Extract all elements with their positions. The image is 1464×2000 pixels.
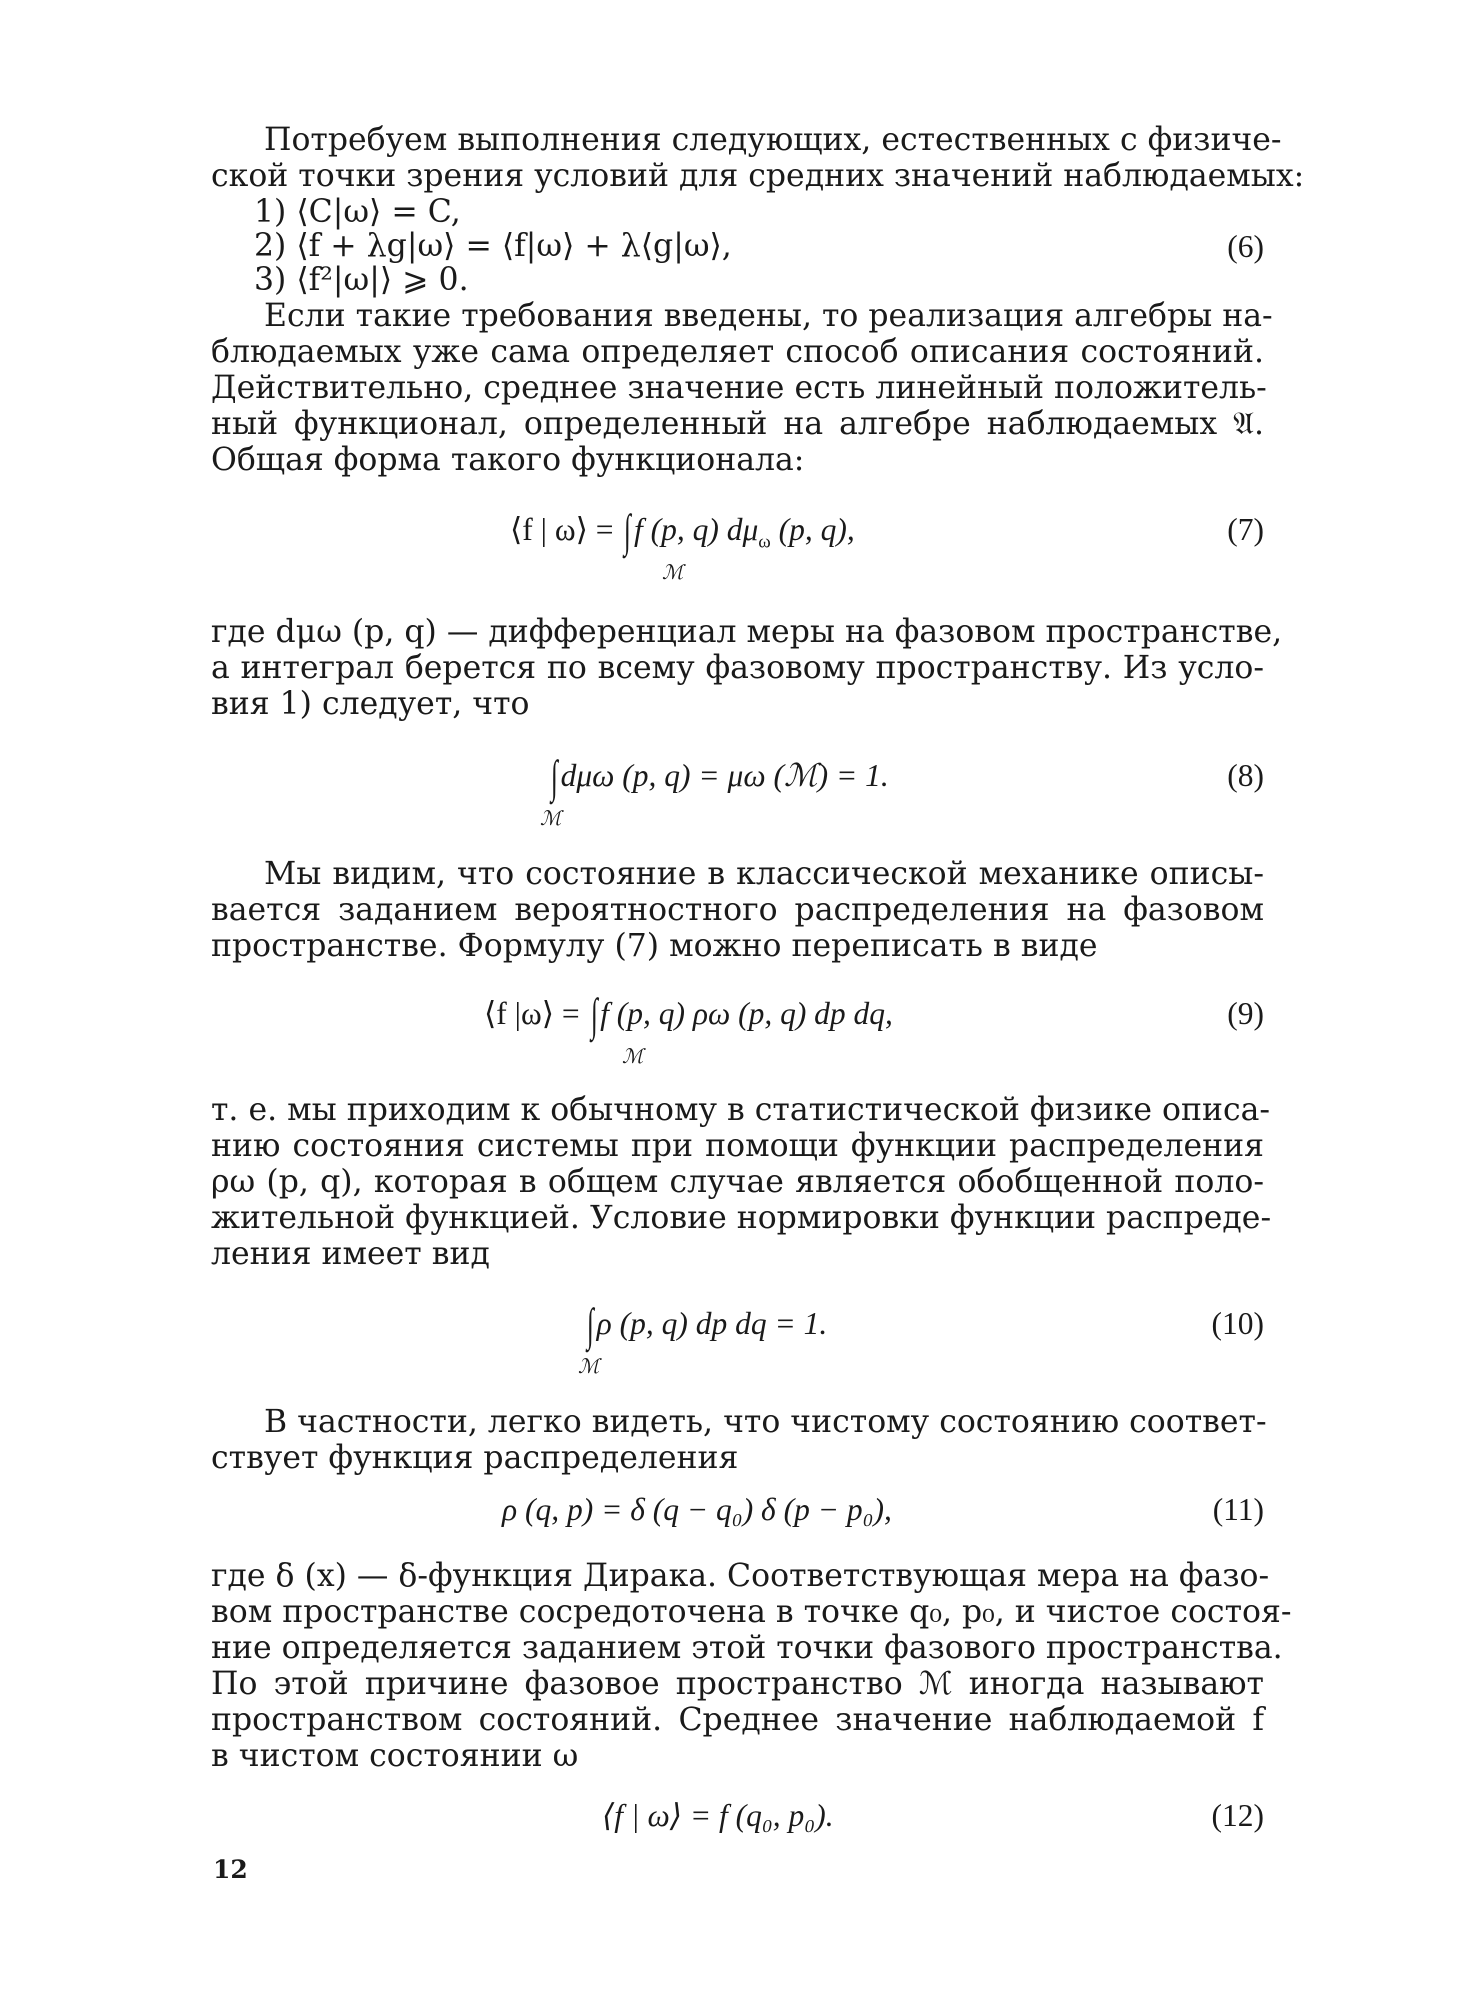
page-number: 12 (213, 1855, 248, 1884)
text-line: вом пространстве сосредоточена в точке q₀, p₀, и чистое состоя- (211, 1594, 1292, 1630)
text-line: В частности, легко видеть, что чистому состоянию соответ- (264, 1404, 1267, 1440)
integral-sign: ∫ (624, 505, 632, 556)
text-line: где dμω (p, q) — дифференциал меры на фазовом пространстве, (211, 614, 1283, 650)
equation-rhs: f (p, q) ρω (p, q) dp dq, (600, 996, 893, 1031)
text-line: где δ (x) — δ-функция Дирака. Соответствующая мера на фазо- (211, 1558, 1270, 1594)
text-line: нию состояния системы при помощи функции распределения (211, 1128, 1264, 1164)
text-line: Общая форма такого функционала: (211, 442, 805, 478)
condition-3: 3) ⟨f²|ω|⟩ ⩾ 0. (254, 262, 469, 298)
text-line: а интеграл берется по всему фазовому пространству. Из усло- (211, 650, 1264, 686)
text-line: т. е. мы приходим к обычному в статистической физике описа- (211, 1092, 1271, 1128)
equation-rhs: f (p, q) dμ (633, 512, 759, 547)
text-line: в чистом состоянии ω (211, 1738, 579, 1774)
text-line: Если такие требования введены, то реализация алгебры на- (264, 298, 1273, 334)
text-line: ный функционал, определенный на алгебре наблюдаемых 𝔄. (211, 406, 1264, 442)
text-line: Мы видим, что состояние в классической механике описы- (264, 856, 1264, 892)
text-line: ние определяется заданием этой точки фазового пространства. (211, 1630, 1283, 1666)
paragraph-4 (211, 1092, 1272, 1272)
equation-lhs: ⟨f | ω⟩ = (510, 512, 614, 547)
equation-7 (510, 505, 855, 560)
text-line: вается заданием вероятностного распределения на фазовом (211, 892, 1264, 928)
text-line: Действительно, среднее значение есть линейный положитель- (211, 370, 1267, 406)
text-line: блюдаемых уже сама определяет способ описания состояний. (211, 334, 1264, 370)
equation-rhs: ρ (p, q) dp dq = 1. (596, 1306, 828, 1341)
text-line: ствует функция распределения (211, 1440, 739, 1476)
integral-domain: ℳ (662, 562, 684, 584)
text-line: По этой причине фазовое пространство ℳ иногда называют (211, 1666, 1264, 1702)
equation-number: (9) (1227, 996, 1264, 1031)
equation-8 (548, 751, 889, 802)
text-line: пространством состояний. Среднее значение наблюдаемой f (211, 1702, 1264, 1738)
integral-domain: ℳ (622, 1046, 644, 1068)
intro-paragraph (211, 122, 1305, 194)
paragraph-2 (211, 614, 1283, 722)
text-line: ления имеет вид (211, 1236, 490, 1272)
equation-number: (8) (1227, 758, 1264, 793)
text-line: ской точки зрения условий для средних значений наблюдаемых: (211, 158, 1305, 194)
equation-11 (502, 1492, 892, 1528)
paragraph-1 (211, 298, 1273, 478)
condition-1: 1) ⟨C|ω⟩ = C, (254, 194, 461, 230)
paragraph-6 (211, 1558, 1292, 1774)
equation-number: (11) (1212, 1492, 1264, 1527)
condition-2: 2) ⟨f + λg|ω⟩ = ⟨f|ω⟩ + λ⟨g|ω⟩, (254, 228, 732, 264)
equation-10 (584, 1299, 828, 1350)
integral-domain: ℳ (540, 808, 562, 830)
integral-sign: ∫ (550, 751, 558, 802)
equation-subscript: ω (758, 531, 771, 553)
equation-number: (6) (1227, 229, 1264, 264)
equation-number: (12) (1211, 1798, 1264, 1833)
integral-sign: ∫ (590, 989, 598, 1040)
text-line: жительной функцией. Условие нормировки функции распреде- (211, 1200, 1272, 1236)
paragraph-3 (211, 856, 1264, 964)
equation-12 (602, 1798, 834, 1834)
equation-9 (484, 989, 893, 1040)
equation-lhs: ⟨f |ω⟩ = (484, 996, 580, 1031)
text-line: пространстве. Формулу (7) можно переписать в виде (211, 928, 1098, 964)
text-line: Потребуем выполнения следующих, естественных с физиче- (264, 122, 1282, 158)
integral-sign: ∫ (586, 1299, 594, 1350)
equation-rhs: dμω (p, q) = μω (ℳ) = 1. (560, 758, 889, 793)
text-line: ρω (p, q), которая в общем случае является обобщенной поло- (211, 1164, 1264, 1200)
equation-body: ρ (q, p) = δ (q − q₀) δ (p − p₀), (502, 1492, 892, 1527)
equation-number: (7) (1227, 512, 1264, 547)
text-line: вия 1) следует, что (211, 686, 530, 722)
paragraph-5 (211, 1404, 1267, 1476)
equation-number: (10) (1211, 1306, 1264, 1341)
equation-body: ⟨f | ω⟩ = f (q₀, p₀). (602, 1798, 834, 1833)
integral-domain: ℳ (578, 1356, 600, 1378)
equation-tail: (p, q), (770, 512, 855, 547)
